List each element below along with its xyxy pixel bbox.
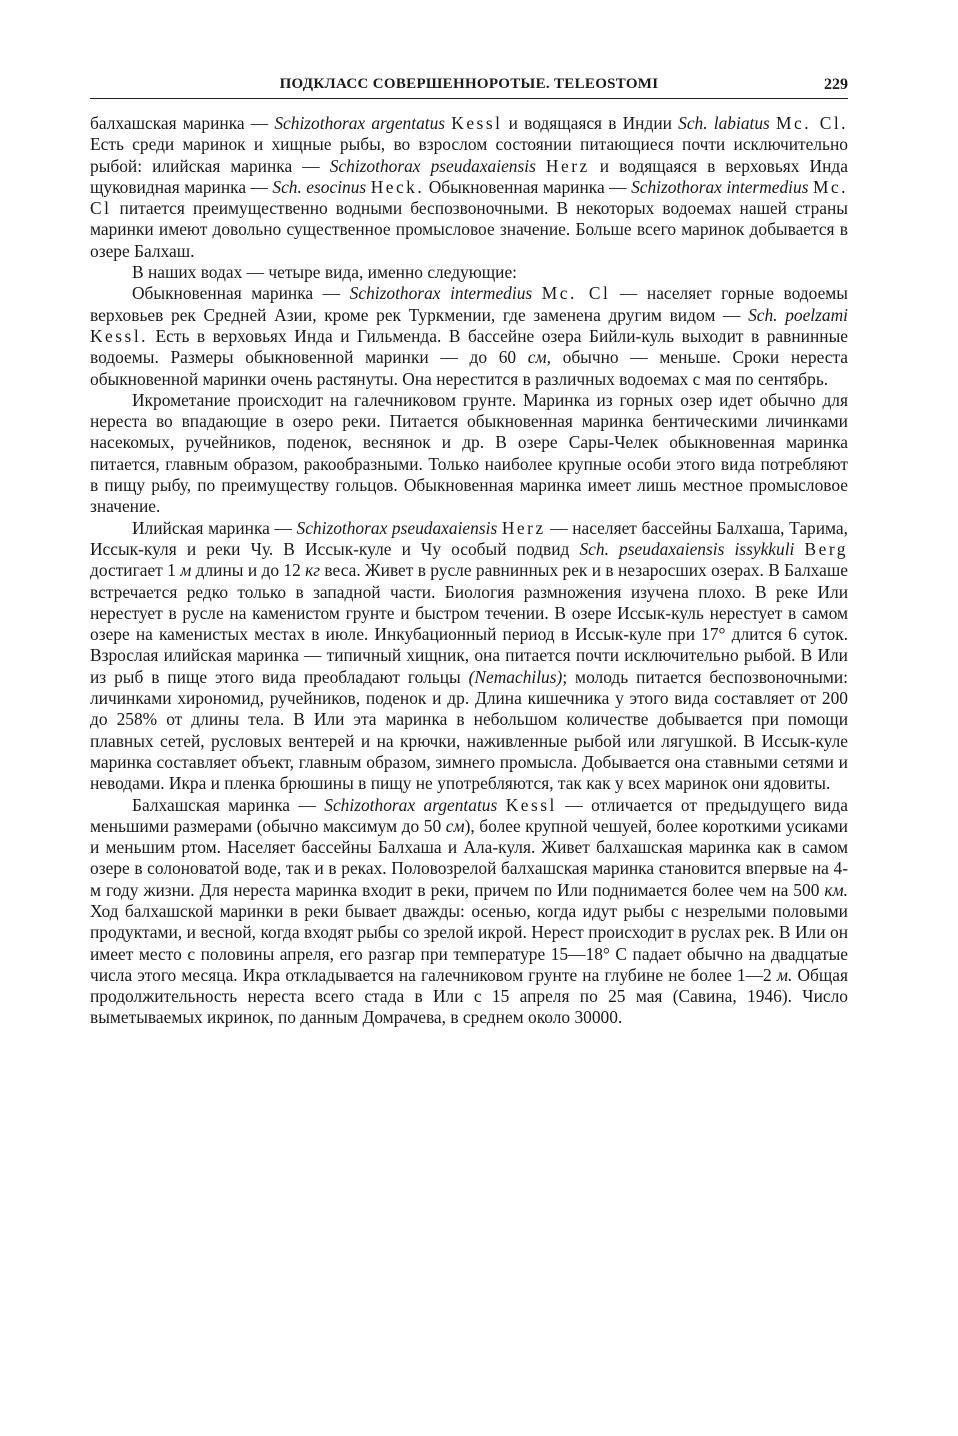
text-run: и водящаяся в Индии bbox=[502, 113, 679, 133]
text-run: ), более крупной чешуей, более короткими усиками и меньшим ртом. Населяет бассейны Балхаша и Ала-куля. Живет балхашская маринка как в самом озере в солоноватой воде, так и в реках. Половозрелой балхашская маринка становится впервые на 4-м году жизни. Для нереста маринка входит в реки, причем по Или поднимается более чем на 500 bbox=[90, 815, 848, 900]
text-run: Икрометание происходит на галечниковом грунте. Маринка из горных озер идет обычно для нереста во впадающие в озеро реки. Питается обыкновенная маринка бентическими личинками насекомых, ручейников, поденок, веснянок и др. В озере Сары-Челек обыкновенная маринка питается, главным образом, ракообразными. Только наиболее крупные особи этого вида потребляют в пищу рыбу, по преимуществу гольцов. Обыкновенная маринка имеет лишь местное промысловое значение. bbox=[90, 389, 848, 517]
italic-term: м. bbox=[776, 964, 793, 985]
text-run: обычно — меньше. Сроки нереста обыкновенной маринки очень растянуты. Она нерестится в различных водоемах с мая по сентябрь. bbox=[90, 347, 848, 389]
text-run: Есть в верховьях Инда и Гильменда. В бассейне озера Бийли-куль выходит в равнинные водоемы. Размеры обыкновенной маринки — до 60 bbox=[90, 325, 848, 368]
author-name: Herz bbox=[501, 517, 546, 538]
italic-term: Schizothorax argentatus bbox=[324, 794, 498, 815]
italic-term: кг bbox=[305, 560, 321, 581]
author-name: Kessl bbox=[451, 113, 503, 133]
text-run bbox=[794, 539, 804, 559]
text-run: веса. Живет в русле равнинных рек и в незаросших озерах. В Балхаше встречается редко только в западной части. Биология размножения изучена плохо. В реке Или нерестует в русле на каменистом грунте и быстром течении. В озере Иссык-куль нерестует в самом озере на каменистых местах в июле. Инкубационный период в Иссык-куле при 17° длится 6 суток. Взрослая илийская маринка — типичный хищник, она питается почти исключительно рыбой. В Или из рыб в пище этого вида преобладают гольцы bbox=[90, 560, 848, 687]
book-page bbox=[90, 72, 848, 1029]
italic-term: Sch. labiatus bbox=[678, 113, 770, 133]
italic-term: Sch. poelzami bbox=[748, 304, 848, 325]
author-name: Mc. Cl bbox=[90, 176, 848, 219]
text-run: достигает 1 bbox=[90, 560, 181, 581]
text-run: Обыкновенная маринка — bbox=[424, 176, 632, 197]
author-name: Kessl bbox=[505, 794, 557, 815]
text-run: — отличается от предыдущего вида меньшими размерами (обычно максимум до 50 bbox=[90, 794, 848, 836]
author-name: Herz bbox=[545, 155, 590, 176]
italic-term: Schizothorax intermedius bbox=[349, 283, 533, 304]
text-run: питается преимущественно водными беспозвоночными. В некоторых водоемах нашей страны маринки имеют довольно существенное промысловое значение. Больше всего маринок добывается в озере Балхаш. bbox=[90, 198, 848, 261]
text-run: Общая продолжительность нереста всего стада в Или с 15 апреля по 25 мая (Савина, 1946). Число выметываемых икринок, по данным Домрачева, в среднем около 30000. bbox=[90, 964, 848, 1028]
paragraph bbox=[90, 390, 848, 518]
author-name: Heck. bbox=[370, 176, 425, 197]
italic-term: Schizothorax argentatus bbox=[274, 113, 446, 133]
text-run bbox=[497, 795, 505, 815]
italic-term: см bbox=[445, 815, 465, 836]
author-name: Mc. Cl bbox=[541, 283, 611, 304]
paragraph bbox=[90, 518, 848, 795]
paragraph bbox=[90, 262, 848, 283]
text-run bbox=[532, 283, 542, 303]
text-run: Ход балхашской маринки в реки бывает дважды: осенью, когда идут рыбы с незрелыми половыми продуктами, и весной, когда входят рыбы со зрелой икрой. Нерест происходит в руслах рек. В Или он имеет место с половины апреля, его разгар при температуре 15—18° С падает обычно на двадцатые числа этого месяца. Икра откладывается на галечниковом грунте на глубине не более 1—2 bbox=[90, 900, 848, 985]
italic-term: (Nemachilus) bbox=[468, 666, 563, 687]
italic-term: Schizothorax pseudaxaiensis bbox=[296, 517, 498, 538]
italic-term: м bbox=[180, 560, 192, 581]
italic-term: Schizothorax pseudaxaiensis bbox=[329, 155, 536, 176]
author-name: Berg bbox=[804, 538, 848, 559]
text-run: Балхашская маринка — bbox=[132, 794, 325, 815]
text-run: балхашская маринка — bbox=[90, 113, 275, 133]
paragraph bbox=[90, 795, 848, 1029]
text-run: — населяет горные водоемы верховьев рек Средней Азии, кроме рек Туркмении, где заменена другим видом — bbox=[90, 283, 848, 325]
body-text bbox=[90, 113, 848, 1029]
italic-term: Sch. esocinus bbox=[272, 176, 367, 197]
italic-term: Sch. pseudaxaiensis issykkuli bbox=[579, 538, 795, 559]
text-run: Есть среди маринок и хищные рыбы, во взрослом состоянии питающиеся почти исключительно рыбой: илийская маринка — bbox=[90, 134, 848, 176]
italic-term: Schizothorax intermedius bbox=[631, 176, 809, 197]
text-run: ; молодь питается беспозвоночными: личинками хирономид, ручейников, поденок и др. Длина кишечника у этого вида составляет от 200 до 258% от длины тела. В Или эта маринка в небольшом количестве добывается при помощи плавных сетей, русловых вентерей и на крючки, наживленные рыбой или лягушкой. В Иссык-куле маринка составляет объект, главным образом, зимнего промысла. Добывается она ставными сетями и неводами. Икра и пленка брюшины в пищу не употребляются, так как у всех маринок они ядовиты. bbox=[90, 666, 848, 794]
paragraph bbox=[90, 113, 848, 262]
running-header bbox=[90, 72, 848, 99]
text-run bbox=[536, 156, 546, 176]
italic-term: км. bbox=[824, 879, 848, 900]
text-run: Обыкновенная маринка — bbox=[132, 283, 350, 304]
text-run: и водящаяся в верховьях Инда щуковидная маринка — bbox=[90, 155, 848, 197]
italic-term: см, bbox=[527, 347, 551, 368]
author-name: Mc. Cl. bbox=[776, 113, 849, 133]
text-run: В наших водах — четыре вида, именно следующие: bbox=[132, 262, 517, 283]
paragraph bbox=[90, 283, 848, 389]
running-title: ПОДКЛАСС СОВЕРШЕННОРОТЫЕ. TELEOSTOMI bbox=[279, 76, 659, 92]
page-number: 229 bbox=[824, 76, 848, 93]
author-name: Kessl. bbox=[90, 325, 148, 346]
text-run: Илийская маринка — bbox=[132, 517, 297, 538]
text-run: длины и до 12 bbox=[191, 560, 306, 581]
text-run: — населяет бассейны Балхаша, Тарима, Иссык-куля и реки Чу. В Иссык-куле и Чу особый подвид bbox=[90, 517, 848, 559]
